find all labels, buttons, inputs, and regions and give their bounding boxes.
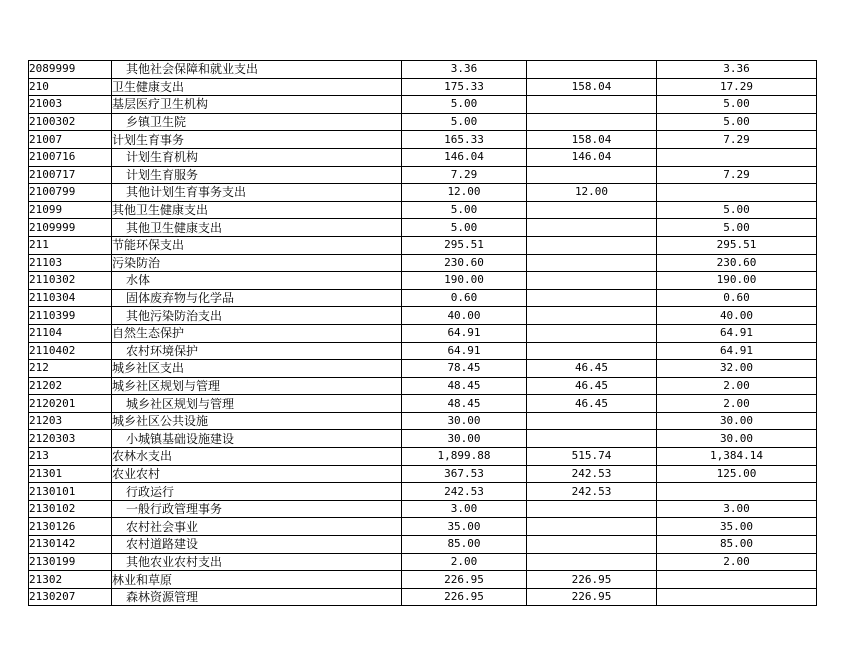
subject-code-cell: 2100302	[29, 113, 112, 131]
table-row	[29, 412, 817, 430]
subject-name-cell	[112, 465, 402, 483]
subject-name-label: 农林水支出	[112, 449, 173, 464]
table-row	[29, 113, 817, 131]
basic-expenditure-cell	[527, 61, 657, 79]
total-amount-cell: 30.00	[402, 412, 527, 430]
subject-code-cell: 210	[29, 78, 112, 96]
subject-name-label: 计划生育事务	[112, 132, 185, 147]
subject-code-cell: 2130101	[29, 483, 112, 501]
subject-name-label: 城乡社区规划与管理	[112, 378, 221, 393]
subject-code-cell: 2130207	[29, 588, 112, 606]
subject-code-cell: 21103	[29, 254, 112, 272]
total-amount-cell: 1,899.88	[402, 448, 527, 466]
table-row	[29, 377, 817, 395]
subject-name-label: 其他卫生健康支出	[126, 220, 223, 235]
total-amount-cell: 5.00	[402, 219, 527, 237]
total-amount-cell: 230.60	[402, 254, 527, 272]
project-expenditure-cell: 30.00	[657, 412, 817, 430]
subject-name-cell	[112, 78, 402, 96]
subject-name-cell	[112, 113, 402, 131]
total-amount-cell: 367.53	[402, 465, 527, 483]
table-row	[29, 588, 817, 606]
subject-code-cell: 2089999	[29, 61, 112, 79]
subject-name-label: 行政运行	[126, 484, 175, 499]
basic-expenditure-cell	[527, 412, 657, 430]
project-expenditure-cell: 35.00	[657, 518, 817, 536]
subject-name-cell	[112, 395, 402, 413]
subject-code-cell: 211	[29, 236, 112, 254]
table-row	[29, 342, 817, 360]
total-amount-cell: 295.51	[402, 236, 527, 254]
project-expenditure-cell: 64.91	[657, 324, 817, 342]
subject-code-cell: 21301	[29, 465, 112, 483]
project-expenditure-cell	[657, 571, 817, 589]
basic-expenditure-cell: 46.45	[527, 395, 657, 413]
subject-name-cell	[112, 236, 402, 254]
table-row	[29, 201, 817, 219]
subject-name-label: 基层医疗卫生机构	[112, 97, 209, 112]
project-expenditure-cell: 3.36	[657, 61, 817, 79]
subject-name-cell	[112, 518, 402, 536]
table-row	[29, 78, 817, 96]
total-amount-cell: 5.00	[402, 113, 527, 131]
project-expenditure-cell: 2.00	[657, 377, 817, 395]
project-expenditure-cell: 7.29	[657, 131, 817, 149]
subject-code-cell: 21007	[29, 131, 112, 149]
budget-expenditure-table	[28, 60, 817, 606]
subject-name-label: 水体	[126, 273, 151, 288]
project-expenditure-cell	[657, 184, 817, 202]
subject-name-cell	[112, 61, 402, 79]
table-row	[29, 219, 817, 237]
subject-name-cell	[112, 201, 402, 219]
project-expenditure-cell: 5.00	[657, 113, 817, 131]
total-amount-cell: 12.00	[402, 184, 527, 202]
table-row	[29, 184, 817, 202]
subject-name-label: 城乡社区支出	[112, 361, 185, 376]
total-amount-cell: 226.95	[402, 588, 527, 606]
subject-code-cell: 2120303	[29, 430, 112, 448]
project-expenditure-cell: 64.91	[657, 342, 817, 360]
subject-code-cell: 213	[29, 448, 112, 466]
total-amount-cell: 165.33	[402, 131, 527, 149]
subject-code-cell: 21302	[29, 571, 112, 589]
subject-name-cell	[112, 148, 402, 166]
total-amount-cell: 7.29	[402, 166, 527, 184]
subject-name-cell	[112, 342, 402, 360]
subject-name-label: 农村环境保护	[126, 343, 199, 358]
basic-expenditure-cell: 226.95	[527, 571, 657, 589]
subject-name-cell	[112, 412, 402, 430]
subject-name-label: 自然生态保护	[112, 326, 185, 341]
total-amount-cell: 40.00	[402, 307, 527, 325]
table-row	[29, 131, 817, 149]
subject-name-cell	[112, 166, 402, 184]
subject-name-label: 其他社会保障和就业支出	[126, 62, 259, 77]
total-amount-cell: 3.00	[402, 500, 527, 518]
project-expenditure-cell: 3.00	[657, 500, 817, 518]
basic-expenditure-cell	[527, 236, 657, 254]
subject-name-cell	[112, 131, 402, 149]
project-expenditure-cell: 0.60	[657, 289, 817, 307]
basic-expenditure-cell: 12.00	[527, 184, 657, 202]
basic-expenditure-cell: 46.45	[527, 360, 657, 378]
total-amount-cell: 175.33	[402, 78, 527, 96]
basic-expenditure-cell	[527, 272, 657, 290]
table-row	[29, 289, 817, 307]
total-amount-cell: 64.91	[402, 324, 527, 342]
subject-code-cell: 2130142	[29, 536, 112, 554]
subject-name-label: 农业农村	[112, 466, 161, 481]
table-row	[29, 465, 817, 483]
basic-expenditure-cell	[527, 166, 657, 184]
table-row	[29, 324, 817, 342]
project-expenditure-cell: 30.00	[657, 430, 817, 448]
subject-name-label: 其他农业农村支出	[126, 554, 223, 569]
subject-name-label: 农村社会事业	[126, 519, 199, 534]
basic-expenditure-cell	[527, 254, 657, 272]
total-amount-cell: 78.45	[402, 360, 527, 378]
subject-name-label: 小城镇基础设施建设	[126, 431, 235, 446]
subject-name-cell	[112, 536, 402, 554]
basic-expenditure-cell: 46.45	[527, 377, 657, 395]
subject-name-cell	[112, 553, 402, 571]
basic-expenditure-cell	[527, 324, 657, 342]
project-expenditure-cell: 2.00	[657, 553, 817, 571]
basic-expenditure-cell: 146.04	[527, 148, 657, 166]
project-expenditure-cell: 2.00	[657, 395, 817, 413]
subject-name-cell	[112, 360, 402, 378]
project-expenditure-cell: 85.00	[657, 536, 817, 554]
subject-name-label: 一般行政管理事务	[126, 502, 223, 517]
subject-name-label: 其他卫生健康支出	[112, 203, 209, 218]
subject-name-cell	[112, 184, 402, 202]
basic-expenditure-cell	[527, 113, 657, 131]
subject-code-cell: 2130102	[29, 500, 112, 518]
subject-name-label: 城乡社区公共设施	[112, 414, 209, 429]
table-row	[29, 500, 817, 518]
subject-code-cell: 21203	[29, 412, 112, 430]
total-amount-cell: 3.36	[402, 61, 527, 79]
subject-name-cell	[112, 483, 402, 501]
project-expenditure-cell: 17.29	[657, 78, 817, 96]
total-amount-cell: 146.04	[402, 148, 527, 166]
table-row	[29, 518, 817, 536]
subject-name-label: 农村道路建设	[126, 537, 199, 552]
table-row	[29, 571, 817, 589]
subject-code-cell: 21104	[29, 324, 112, 342]
subject-code-cell: 2120201	[29, 395, 112, 413]
project-expenditure-cell: 230.60	[657, 254, 817, 272]
subject-name-label: 林业和草原	[112, 572, 173, 587]
table-body	[29, 61, 817, 606]
total-amount-cell: 48.45	[402, 395, 527, 413]
table-row	[29, 360, 817, 378]
project-expenditure-cell: 40.00	[657, 307, 817, 325]
table-row	[29, 307, 817, 325]
basic-expenditure-cell: 242.53	[527, 465, 657, 483]
subject-code-cell: 212	[29, 360, 112, 378]
project-expenditure-cell: 7.29	[657, 166, 817, 184]
total-amount-cell: 35.00	[402, 518, 527, 536]
basic-expenditure-cell	[527, 342, 657, 360]
subject-name-cell	[112, 96, 402, 114]
subject-code-cell: 21202	[29, 377, 112, 395]
basic-expenditure-cell	[527, 96, 657, 114]
subject-name-cell	[112, 571, 402, 589]
total-amount-cell: 2.00	[402, 553, 527, 571]
basic-expenditure-cell	[527, 518, 657, 536]
subject-name-cell	[112, 324, 402, 342]
basic-expenditure-cell	[527, 289, 657, 307]
project-expenditure-cell: 5.00	[657, 201, 817, 219]
subject-name-cell	[112, 448, 402, 466]
basic-expenditure-cell	[527, 536, 657, 554]
basic-expenditure-cell: 515.74	[527, 448, 657, 466]
basic-expenditure-cell: 158.04	[527, 78, 657, 96]
subject-name-cell	[112, 272, 402, 290]
subject-code-cell: 21099	[29, 201, 112, 219]
subject-name-label: 城乡社区规划与管理	[126, 396, 235, 411]
project-expenditure-cell: 190.00	[657, 272, 817, 290]
table-row	[29, 395, 817, 413]
basic-expenditure-cell	[527, 500, 657, 518]
total-amount-cell: 85.00	[402, 536, 527, 554]
project-expenditure-cell	[657, 588, 817, 606]
total-amount-cell: 5.00	[402, 96, 527, 114]
subject-name-label: 其他污染防治支出	[126, 308, 223, 323]
subject-name-label: 森林资源管理	[126, 590, 199, 605]
subject-code-cell: 2130199	[29, 553, 112, 571]
basic-expenditure-cell	[527, 201, 657, 219]
subject-name-cell	[112, 500, 402, 518]
subject-code-cell: 2110402	[29, 342, 112, 360]
subject-name-cell	[112, 588, 402, 606]
table-row	[29, 148, 817, 166]
basic-expenditure-cell	[527, 307, 657, 325]
total-amount-cell: 48.45	[402, 377, 527, 395]
subject-code-cell: 21003	[29, 96, 112, 114]
project-expenditure-cell	[657, 483, 817, 501]
table-row	[29, 96, 817, 114]
basic-expenditure-cell	[527, 430, 657, 448]
subject-name-cell	[112, 377, 402, 395]
project-expenditure-cell	[657, 148, 817, 166]
table-row	[29, 254, 817, 272]
basic-expenditure-cell: 158.04	[527, 131, 657, 149]
subject-code-cell: 2110304	[29, 289, 112, 307]
project-expenditure-cell: 5.00	[657, 96, 817, 114]
total-amount-cell: 30.00	[402, 430, 527, 448]
subject-code-cell: 2110302	[29, 272, 112, 290]
subject-code-cell: 2100799	[29, 184, 112, 202]
table-row	[29, 272, 817, 290]
total-amount-cell: 64.91	[402, 342, 527, 360]
subject-code-cell: 2110399	[29, 307, 112, 325]
project-expenditure-cell: 295.51	[657, 236, 817, 254]
project-expenditure-cell: 1,384.14	[657, 448, 817, 466]
project-expenditure-cell: 32.00	[657, 360, 817, 378]
subject-code-cell: 2130126	[29, 518, 112, 536]
table-row	[29, 166, 817, 184]
table-row	[29, 483, 817, 501]
basic-expenditure-cell	[527, 219, 657, 237]
basic-expenditure-cell: 242.53	[527, 483, 657, 501]
subject-code-cell: 2109999	[29, 219, 112, 237]
basic-expenditure-cell: 226.95	[527, 588, 657, 606]
subject-name-cell	[112, 289, 402, 307]
table-row	[29, 553, 817, 571]
subject-name-label: 污染防治	[112, 255, 161, 270]
total-amount-cell: 5.00	[402, 201, 527, 219]
subject-name-label: 卫生健康支出	[112, 79, 185, 94]
subject-name-label: 计划生育机构	[126, 150, 199, 165]
subject-name-cell	[112, 219, 402, 237]
table-row	[29, 61, 817, 79]
subject-code-cell: 2100717	[29, 166, 112, 184]
table-row	[29, 448, 817, 466]
total-amount-cell: 190.00	[402, 272, 527, 290]
total-amount-cell: 226.95	[402, 571, 527, 589]
project-expenditure-cell: 5.00	[657, 219, 817, 237]
subject-name-label: 计划生育服务	[126, 167, 199, 182]
subject-name-label: 固体废弃物与化学品	[126, 291, 235, 306]
basic-expenditure-cell	[527, 553, 657, 571]
subject-code-cell: 2100716	[29, 148, 112, 166]
total-amount-cell: 242.53	[402, 483, 527, 501]
subject-name-cell	[112, 307, 402, 325]
total-amount-cell: 0.60	[402, 289, 527, 307]
table-row	[29, 536, 817, 554]
project-expenditure-cell: 125.00	[657, 465, 817, 483]
subject-name-cell	[112, 430, 402, 448]
subject-name-label: 节能环保支出	[112, 238, 185, 253]
table-row	[29, 430, 817, 448]
table-row	[29, 236, 817, 254]
subject-name-label: 乡镇卫生院	[126, 115, 187, 130]
subject-name-label: 其他计划生育事务支出	[126, 185, 247, 200]
subject-name-cell	[112, 254, 402, 272]
